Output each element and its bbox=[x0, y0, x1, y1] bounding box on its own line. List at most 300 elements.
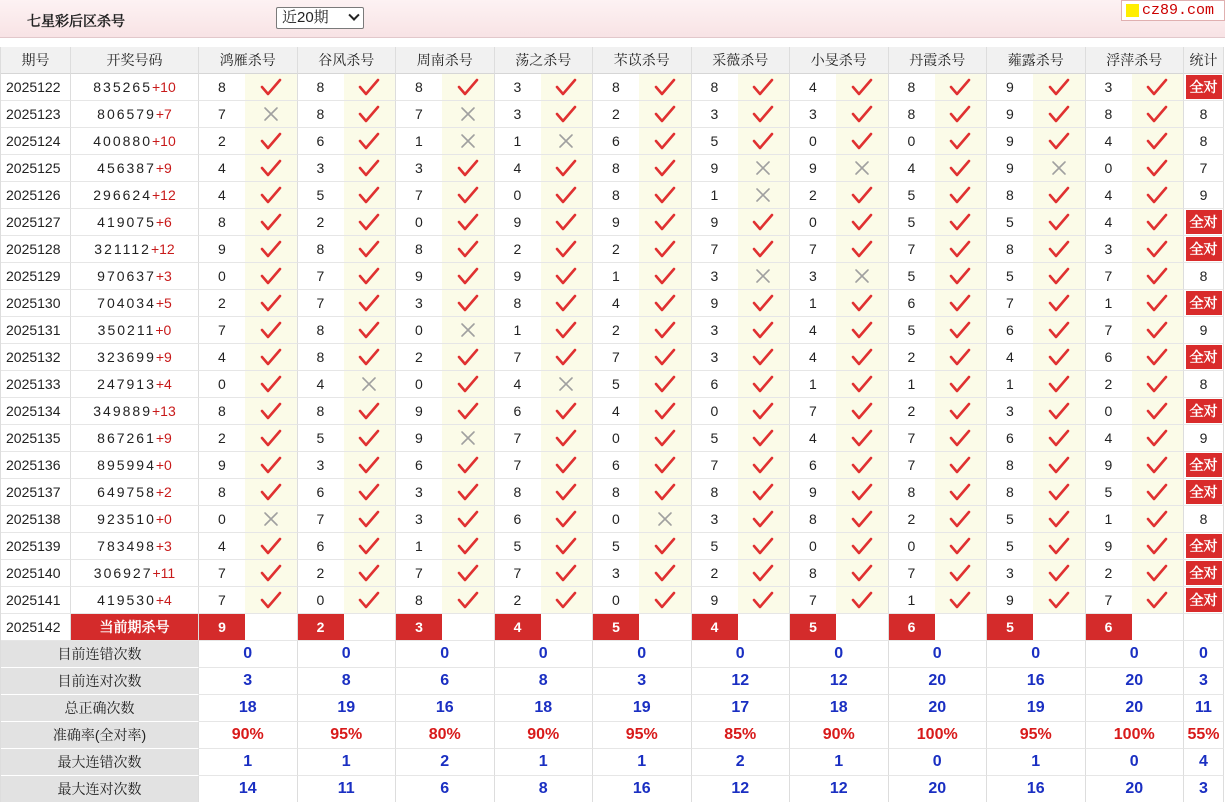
summary-value: 0 bbox=[495, 641, 594, 668]
kill-cell bbox=[396, 236, 495, 263]
kill-number: 3 bbox=[396, 479, 442, 505]
kill-number: 0 bbox=[298, 587, 344, 613]
kill-result bbox=[541, 506, 593, 532]
kill-number: 9 bbox=[199, 452, 245, 478]
check-icon bbox=[949, 375, 971, 393]
check-icon bbox=[555, 267, 577, 285]
kill-cell bbox=[298, 209, 397, 236]
kill-result bbox=[344, 452, 396, 478]
kill-cell bbox=[889, 425, 988, 452]
check-icon bbox=[949, 537, 971, 555]
current-kill-blank bbox=[1033, 614, 1085, 640]
check-icon bbox=[1146, 564, 1168, 582]
kill-number: 5 bbox=[298, 425, 344, 451]
kill-result bbox=[1033, 209, 1085, 235]
kill-number: 4 bbox=[593, 290, 639, 316]
check-icon bbox=[457, 510, 479, 528]
kill-number: 2 bbox=[889, 398, 935, 424]
kill-cell bbox=[298, 290, 397, 317]
kill-result bbox=[935, 506, 987, 532]
kill-cell bbox=[495, 74, 594, 101]
kill-result bbox=[541, 290, 593, 316]
row-stat bbox=[1184, 560, 1224, 587]
summary-value: 1 bbox=[593, 749, 692, 776]
kill-cell bbox=[790, 560, 889, 587]
check-icon bbox=[949, 402, 971, 420]
column-header-expert[interactable]: 芣苡杀号 bbox=[593, 47, 692, 74]
kill-cell bbox=[692, 371, 791, 398]
kill-result bbox=[1132, 101, 1184, 127]
kill-cell bbox=[889, 209, 988, 236]
kill-number: 8 bbox=[495, 290, 541, 316]
current-kill-number: 6 bbox=[889, 614, 935, 640]
row-stat bbox=[1184, 101, 1224, 128]
summary-value: 6 bbox=[396, 776, 495, 802]
kill-result bbox=[245, 182, 297, 208]
column-header-expert[interactable]: 鸿雁杀号 bbox=[199, 47, 298, 74]
current-kill-number: 5 bbox=[790, 614, 836, 640]
cross-icon bbox=[754, 159, 772, 177]
column-header-expert[interactable]: 谷风杀号 bbox=[298, 47, 397, 74]
kill-number: 5 bbox=[692, 533, 738, 559]
summary-value: 8 bbox=[495, 668, 594, 695]
check-icon bbox=[654, 483, 676, 501]
check-icon bbox=[752, 537, 774, 555]
check-icon bbox=[1048, 456, 1070, 474]
kill-cell bbox=[593, 533, 692, 560]
kill-result bbox=[836, 155, 888, 181]
draw-number bbox=[71, 506, 199, 533]
correct-count: 8 bbox=[1199, 511, 1208, 527]
draw-bonus: +10 bbox=[151, 79, 176, 95]
kill-number: 3 bbox=[298, 155, 344, 181]
kill-cell bbox=[1086, 398, 1185, 425]
check-icon bbox=[555, 159, 577, 177]
check-icon bbox=[260, 213, 282, 231]
check-icon bbox=[260, 537, 282, 555]
summary-label: 最大连错次数 bbox=[1, 749, 199, 776]
correct-count: 8 bbox=[1199, 133, 1208, 149]
kill-cell bbox=[593, 128, 692, 155]
kill-number: 7 bbox=[1086, 263, 1132, 289]
kill-result bbox=[738, 533, 790, 559]
kill-number: 5 bbox=[692, 128, 738, 154]
kill-result bbox=[344, 209, 396, 235]
kill-cell bbox=[298, 560, 397, 587]
kill-number: 0 bbox=[1086, 155, 1132, 181]
kill-number: 8 bbox=[593, 479, 639, 505]
draw-digits: 323699 bbox=[97, 349, 156, 365]
all-correct-badge: 全对 bbox=[1186, 453, 1222, 477]
kill-number: 8 bbox=[298, 101, 344, 127]
kill-result bbox=[541, 587, 593, 613]
kill-number: 1 bbox=[889, 587, 935, 613]
check-icon bbox=[752, 240, 774, 258]
kill-cell bbox=[889, 74, 988, 101]
kill-number: 3 bbox=[692, 506, 738, 532]
kill-result bbox=[1033, 533, 1085, 559]
check-icon bbox=[1146, 321, 1168, 339]
draw-number bbox=[71, 452, 199, 479]
kill-result bbox=[738, 209, 790, 235]
kill-number: 1 bbox=[889, 371, 935, 397]
kill-result bbox=[1033, 263, 1085, 289]
period-select[interactable] bbox=[276, 7, 364, 29]
issue-number: 2025136 bbox=[1, 452, 71, 479]
kill-number: 7 bbox=[396, 101, 442, 127]
check-icon bbox=[752, 375, 774, 393]
summary-value: 17 bbox=[692, 695, 791, 722]
kill-cell bbox=[495, 236, 594, 263]
kill-cell bbox=[593, 155, 692, 182]
kill-cell bbox=[495, 155, 594, 182]
check-icon bbox=[752, 402, 774, 420]
kill-cell bbox=[495, 371, 594, 398]
issue-number: 2025139 bbox=[1, 533, 71, 560]
kill-result bbox=[442, 263, 494, 289]
kill-cell bbox=[1086, 317, 1185, 344]
kill-cell bbox=[396, 533, 495, 560]
draw-digits: 247913 bbox=[97, 376, 156, 392]
kill-number: 7 bbox=[199, 587, 245, 613]
kill-cell bbox=[298, 425, 397, 452]
kill-cell bbox=[889, 263, 988, 290]
kill-result bbox=[738, 506, 790, 532]
kill-number: 4 bbox=[495, 371, 541, 397]
kill-cell bbox=[396, 506, 495, 533]
summary-value: 100% bbox=[889, 722, 988, 749]
kill-result bbox=[344, 371, 396, 397]
kill-cell bbox=[396, 182, 495, 209]
draw-number bbox=[71, 209, 199, 236]
kill-result bbox=[1033, 128, 1085, 154]
check-icon bbox=[555, 564, 577, 582]
summary-value: 90% bbox=[495, 722, 594, 749]
column-header-expert[interactable]: 荡之杀号 bbox=[495, 47, 594, 74]
current-kill-number: 5 bbox=[593, 614, 639, 640]
kill-cell bbox=[495, 398, 594, 425]
kill-number: 7 bbox=[889, 452, 935, 478]
summary-label: 目前连错次数 bbox=[1, 641, 199, 668]
kill-number: 7 bbox=[889, 425, 935, 451]
check-icon bbox=[555, 429, 577, 447]
kill-result bbox=[738, 587, 790, 613]
kill-cell bbox=[199, 398, 298, 425]
check-icon bbox=[752, 429, 774, 447]
check-icon bbox=[358, 564, 380, 582]
kill-number: 8 bbox=[199, 74, 245, 100]
kill-number: 8 bbox=[889, 101, 935, 127]
check-icon bbox=[654, 564, 676, 582]
kill-result bbox=[344, 398, 396, 424]
check-icon bbox=[457, 213, 479, 231]
kill-cell bbox=[298, 587, 397, 614]
kill-result bbox=[541, 560, 593, 586]
check-icon bbox=[949, 132, 971, 150]
kill-number: 7 bbox=[593, 344, 639, 370]
kill-number: 2 bbox=[495, 587, 541, 613]
summary-value: 95% bbox=[987, 722, 1086, 749]
kill-number: 6 bbox=[593, 452, 639, 478]
check-icon bbox=[260, 591, 282, 609]
kill-result bbox=[541, 209, 593, 235]
kill-number: 7 bbox=[889, 560, 935, 586]
current-stat-blank bbox=[1184, 614, 1224, 641]
check-icon bbox=[457, 483, 479, 501]
check-icon bbox=[1146, 105, 1168, 123]
kill-result bbox=[935, 560, 987, 586]
kill-cell bbox=[790, 290, 889, 317]
draw-digits: 349889 bbox=[93, 403, 152, 419]
kill-cell bbox=[1086, 344, 1185, 371]
kill-cell bbox=[199, 236, 298, 263]
kill-number: 7 bbox=[692, 452, 738, 478]
kill-number: 2 bbox=[199, 290, 245, 316]
kill-result bbox=[639, 182, 691, 208]
check-icon bbox=[752, 348, 774, 366]
all-correct-badge: 全对 bbox=[1186, 399, 1222, 423]
column-header-stats: 统计 bbox=[1184, 47, 1224, 74]
kill-number: 2 bbox=[298, 560, 344, 586]
kill-result bbox=[1033, 587, 1085, 613]
kill-cell bbox=[987, 128, 1086, 155]
kill-number: 8 bbox=[987, 236, 1033, 262]
check-icon bbox=[457, 267, 479, 285]
draw-number bbox=[71, 533, 199, 560]
kill-result bbox=[639, 263, 691, 289]
check-icon bbox=[654, 375, 676, 393]
kill-cell bbox=[790, 587, 889, 614]
kill-number: 8 bbox=[987, 479, 1033, 505]
kill-result bbox=[245, 398, 297, 424]
current-kill-blank bbox=[442, 614, 494, 640]
cross-icon bbox=[656, 510, 674, 528]
kill-number: 4 bbox=[790, 425, 836, 451]
draw-number bbox=[71, 182, 199, 209]
kill-result bbox=[1033, 560, 1085, 586]
period-select-value: 近20期 bbox=[282, 9, 329, 26]
column-header-expert[interactable]: 浮萍杀号 bbox=[1086, 47, 1185, 74]
check-icon bbox=[654, 591, 676, 609]
kill-cell bbox=[987, 155, 1086, 182]
check-icon bbox=[654, 213, 676, 231]
draw-bonus: +0 bbox=[155, 322, 172, 338]
summary-value: 1 bbox=[495, 749, 594, 776]
kill-result bbox=[442, 479, 494, 505]
kill-number: 8 bbox=[593, 74, 639, 100]
kill-number: 0 bbox=[199, 263, 245, 289]
cross-icon bbox=[262, 510, 280, 528]
summary-value: 12 bbox=[790, 776, 889, 802]
kill-number: 7 bbox=[199, 317, 245, 343]
summary-value: 0 bbox=[1086, 749, 1185, 776]
kill-result bbox=[1033, 479, 1085, 505]
kill-number: 0 bbox=[790, 128, 836, 154]
kill-number: 9 bbox=[790, 479, 836, 505]
kill-cell bbox=[593, 452, 692, 479]
column-header-expert[interactable]: 丹霞杀号 bbox=[889, 47, 988, 74]
kill-result bbox=[245, 290, 297, 316]
kill-result bbox=[245, 587, 297, 613]
kill-number: 1 bbox=[593, 263, 639, 289]
check-icon bbox=[1146, 132, 1168, 150]
kill-number: 4 bbox=[298, 371, 344, 397]
summary-value: 100% bbox=[1086, 722, 1185, 749]
check-icon bbox=[949, 591, 971, 609]
check-icon bbox=[949, 186, 971, 204]
kill-number: 4 bbox=[1086, 182, 1132, 208]
column-header-expert[interactable]: 小旻杀号 bbox=[790, 47, 889, 74]
check-icon bbox=[851, 483, 873, 501]
kill-result bbox=[935, 317, 987, 343]
summary-value: 95% bbox=[298, 722, 397, 749]
kill-cell bbox=[692, 128, 791, 155]
summary-value: 8 bbox=[495, 776, 594, 802]
row-stat bbox=[1184, 290, 1224, 317]
check-icon bbox=[654, 321, 676, 339]
draw-digits: 835265 bbox=[93, 79, 152, 95]
current-kill-number: 4 bbox=[495, 614, 541, 640]
kill-cell bbox=[199, 533, 298, 560]
kill-cell bbox=[692, 398, 791, 425]
kill-cell bbox=[692, 344, 791, 371]
check-icon bbox=[1048, 402, 1070, 420]
check-icon bbox=[949, 348, 971, 366]
issue-number: 2025127 bbox=[1, 209, 71, 236]
kill-cell bbox=[790, 533, 889, 560]
kill-result bbox=[442, 344, 494, 370]
kill-result bbox=[344, 128, 396, 154]
kill-number: 4 bbox=[593, 398, 639, 424]
kill-number: 4 bbox=[1086, 425, 1132, 451]
draw-bonus: +9 bbox=[155, 430, 172, 446]
check-icon bbox=[752, 132, 774, 150]
check-icon bbox=[358, 483, 380, 501]
draw-bonus: +3 bbox=[155, 538, 172, 554]
kill-result bbox=[541, 479, 593, 505]
kill-cell bbox=[396, 425, 495, 452]
kill-number: 0 bbox=[593, 425, 639, 451]
kill-result bbox=[639, 560, 691, 586]
kill-result bbox=[738, 182, 790, 208]
summary-value: 19 bbox=[987, 695, 1086, 722]
check-icon bbox=[1146, 213, 1168, 231]
row-stat bbox=[1184, 479, 1224, 506]
check-icon bbox=[851, 294, 873, 312]
kill-cell bbox=[199, 263, 298, 290]
check-icon bbox=[260, 267, 282, 285]
kill-result bbox=[836, 506, 888, 532]
kill-cell bbox=[889, 452, 988, 479]
kill-number: 8 bbox=[199, 398, 245, 424]
check-icon bbox=[1048, 78, 1070, 96]
kill-cell bbox=[790, 236, 889, 263]
kill-result bbox=[639, 506, 691, 532]
check-icon bbox=[1146, 186, 1168, 204]
site-logo[interactable] bbox=[1121, 0, 1225, 21]
check-icon bbox=[1048, 240, 1070, 258]
kill-number: 8 bbox=[199, 209, 245, 235]
kill-cell bbox=[199, 452, 298, 479]
kill-cell bbox=[889, 587, 988, 614]
kill-cell bbox=[987, 587, 1086, 614]
check-icon bbox=[555, 240, 577, 258]
check-icon bbox=[752, 564, 774, 582]
kill-cell bbox=[396, 128, 495, 155]
cross-icon bbox=[754, 186, 772, 204]
check-icon bbox=[358, 159, 380, 177]
column-header-expert[interactable]: 采薇杀号 bbox=[692, 47, 791, 74]
check-icon bbox=[654, 348, 676, 366]
kill-number: 5 bbox=[889, 317, 935, 343]
kill-number: 9 bbox=[495, 209, 541, 235]
current-kill-blank bbox=[245, 614, 297, 640]
kill-result bbox=[1132, 533, 1184, 559]
check-icon bbox=[851, 375, 873, 393]
draw-number bbox=[71, 236, 199, 263]
kill-result bbox=[836, 182, 888, 208]
kill-cell bbox=[790, 101, 889, 128]
issue-number: 2025135 bbox=[1, 425, 71, 452]
check-icon bbox=[358, 456, 380, 474]
page-title: 七星彩后区杀号 bbox=[27, 13, 125, 29]
kill-number: 1 bbox=[692, 182, 738, 208]
kill-number: 8 bbox=[987, 452, 1033, 478]
row-stat bbox=[1184, 425, 1224, 452]
check-icon bbox=[851, 186, 873, 204]
check-icon bbox=[555, 591, 577, 609]
column-header-expert[interactable]: 蕹露杀号 bbox=[987, 47, 1086, 74]
current-kill-blank bbox=[639, 614, 691, 640]
check-icon bbox=[457, 240, 479, 258]
current-kill-cell bbox=[396, 614, 495, 641]
kill-number: 6 bbox=[593, 128, 639, 154]
draw-number bbox=[71, 371, 199, 398]
kill-cell bbox=[1086, 479, 1185, 506]
kill-result bbox=[541, 452, 593, 478]
kill-result bbox=[1033, 101, 1085, 127]
kill-cell bbox=[987, 317, 1086, 344]
check-icon bbox=[555, 78, 577, 96]
summary-value: 0 bbox=[889, 641, 988, 668]
kill-cell bbox=[495, 317, 594, 344]
kill-result bbox=[541, 182, 593, 208]
kill-cell bbox=[987, 74, 1086, 101]
kill-result bbox=[738, 101, 790, 127]
kill-result bbox=[442, 317, 494, 343]
draw-bonus: +4 bbox=[155, 376, 172, 392]
kill-number: 4 bbox=[1086, 128, 1132, 154]
check-icon bbox=[654, 267, 676, 285]
summary-value: 1 bbox=[790, 749, 889, 776]
check-icon bbox=[654, 78, 676, 96]
draw-number bbox=[71, 560, 199, 587]
kill-number: 7 bbox=[1086, 317, 1132, 343]
kill-cell bbox=[298, 128, 397, 155]
kill-number: 2 bbox=[593, 101, 639, 127]
kill-cell bbox=[593, 290, 692, 317]
column-header-expert[interactable]: 周南杀号 bbox=[396, 47, 495, 74]
row-stat bbox=[1184, 506, 1224, 533]
kill-number: 8 bbox=[593, 182, 639, 208]
kill-cell bbox=[396, 587, 495, 614]
kill-number: 8 bbox=[298, 317, 344, 343]
all-correct-badge: 全对 bbox=[1186, 237, 1222, 261]
kill-result bbox=[836, 560, 888, 586]
kill-result bbox=[245, 533, 297, 559]
kill-number: 2 bbox=[396, 344, 442, 370]
kill-cell bbox=[298, 344, 397, 371]
